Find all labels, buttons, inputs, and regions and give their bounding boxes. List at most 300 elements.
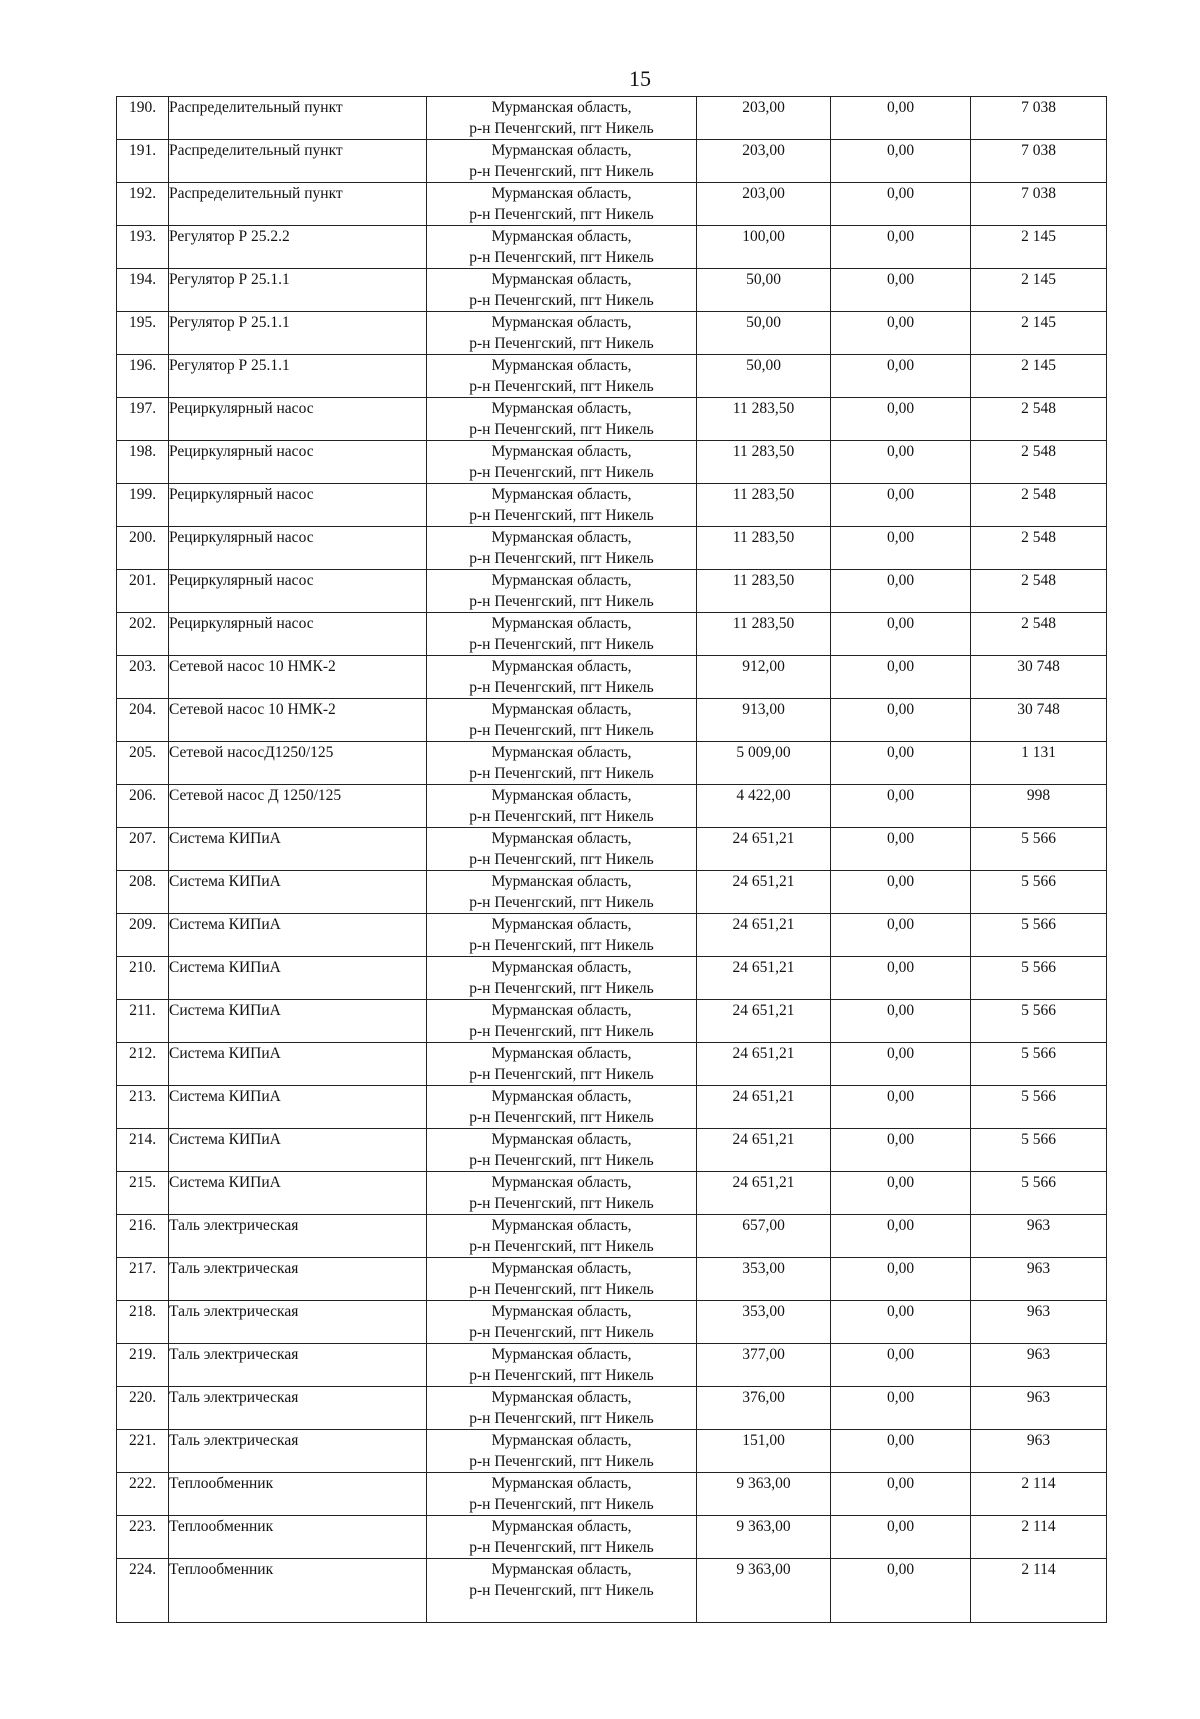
book-value: 24 651,21: [697, 1000, 831, 1043]
residual-value: 0,00: [831, 1387, 971, 1430]
address-locality: р-н Печенгский, пгт Никель: [469, 1066, 654, 1083]
row-number: 200.: [117, 527, 169, 570]
address-locality: р-н Печенгский, пгт Никель: [469, 1238, 654, 1255]
address-region: Мурманская область,: [491, 830, 632, 847]
table-row: [117, 1172, 1107, 1215]
table-row: [117, 97, 1107, 140]
address-locality: р-н Печенгский, пгт Никель: [469, 1195, 654, 1212]
residual-value: 0,00: [831, 527, 971, 570]
table-row: [117, 1559, 1107, 1623]
residual-value: 0,00: [831, 957, 971, 1000]
residual-value: 0,00: [831, 1344, 971, 1387]
row-number: 203.: [117, 656, 169, 699]
residual-value: 0,00: [831, 742, 971, 785]
residual-value: 0,00: [831, 1043, 971, 1086]
value-amount: 2 114: [971, 1516, 1107, 1559]
item-name: Система КИПиА: [169, 1086, 427, 1129]
row-number: 210.: [117, 957, 169, 1000]
row-number: 213.: [117, 1086, 169, 1129]
address-locality: р-н Печенгский, пгт Никель: [469, 507, 654, 524]
address-locality: р-н Печенгский, пгт Никель: [469, 593, 654, 610]
address-locality: р-н Печенгский, пгт Никель: [469, 464, 654, 481]
address-locality: р-н Печенгский, пгт Никель: [469, 1109, 654, 1126]
book-value: 24 651,21: [697, 871, 831, 914]
residual-value: 0,00: [831, 355, 971, 398]
book-value: 913,00: [697, 699, 831, 742]
item-address: [427, 269, 697, 312]
address-region: Мурманская область,: [491, 1045, 632, 1062]
value-amount: 5 566: [971, 1172, 1107, 1215]
address-region: Мурманская область,: [491, 443, 632, 460]
address-region: Мурманская область,: [491, 744, 632, 761]
residual-value: 0,00: [831, 828, 971, 871]
item-name: Система КИПиА: [169, 828, 427, 871]
table-row: [117, 1430, 1107, 1473]
item-name: Система КИПиА: [169, 957, 427, 1000]
residual-value: 0,00: [831, 871, 971, 914]
address-region: Мурманская область,: [491, 1217, 632, 1234]
book-value: 11 283,50: [697, 570, 831, 613]
value-amount: 1 131: [971, 742, 1107, 785]
table-row: [117, 1215, 1107, 1258]
book-value: 50,00: [697, 269, 831, 312]
row-number: 222.: [117, 1473, 169, 1516]
value-amount: 998: [971, 785, 1107, 828]
book-value: 353,00: [697, 1301, 831, 1344]
book-value: 203,00: [697, 183, 831, 226]
item-name: Распределительный пункт: [169, 183, 427, 226]
item-name: Система КИПиА: [169, 1172, 427, 1215]
item-name: Таль электрическая: [169, 1344, 427, 1387]
residual-value: 0,00: [831, 570, 971, 613]
book-value: 376,00: [697, 1387, 831, 1430]
item-address: [427, 1043, 697, 1086]
row-number: 216.: [117, 1215, 169, 1258]
book-value: 11 283,50: [697, 398, 831, 441]
item-address: [427, 226, 697, 269]
address-region: Мурманская область,: [491, 615, 632, 632]
value-amount: 5 566: [971, 914, 1107, 957]
residual-value: 0,00: [831, 656, 971, 699]
address-region: Мурманская область,: [491, 142, 632, 159]
item-name: Рециркулярный насос: [169, 570, 427, 613]
value-amount: 963: [971, 1258, 1107, 1301]
row-number: 195.: [117, 312, 169, 355]
address-locality: р-н Печенгский, пгт Никель: [469, 937, 654, 954]
residual-value: 0,00: [831, 1215, 971, 1258]
item-name: Система КИПиА: [169, 914, 427, 957]
item-name: Таль электрическая: [169, 1215, 427, 1258]
value-amount: 7 038: [971, 140, 1107, 183]
address-region: Мурманская область,: [491, 1518, 632, 1535]
value-amount: 7 038: [971, 183, 1107, 226]
item-name: Регулятор Р 25.1.1: [169, 355, 427, 398]
value-amount: 963: [971, 1344, 1107, 1387]
book-value: 24 651,21: [697, 828, 831, 871]
row-number: 196.: [117, 355, 169, 398]
item-address: [427, 828, 697, 871]
table-row: [117, 226, 1107, 269]
item-address: [427, 570, 697, 613]
item-address: [427, 140, 697, 183]
table-row: [117, 355, 1107, 398]
value-amount: 5 566: [971, 1086, 1107, 1129]
table-row: [117, 527, 1107, 570]
item-address: [427, 97, 697, 140]
row-number: 192.: [117, 183, 169, 226]
address-locality: р-н Печенгский, пгт Никель: [469, 1539, 654, 1556]
address-locality: р-н Печенгский, пгт Никель: [469, 163, 654, 180]
item-name: Регулятор Р 25.1.1: [169, 312, 427, 355]
value-amount: 2 145: [971, 355, 1107, 398]
item-name: Система КИПиА: [169, 1043, 427, 1086]
address-locality: р-н Печенгский, пгт Никель: [469, 378, 654, 395]
book-value: 24 651,21: [697, 957, 831, 1000]
address-region: Мурманская область,: [491, 1174, 632, 1191]
table-row: [117, 269, 1107, 312]
address-region: Мурманская область,: [491, 1260, 632, 1277]
residual-value: 0,00: [831, 226, 971, 269]
item-name: Таль электрическая: [169, 1387, 427, 1430]
address-locality: р-н Печенгский, пгт Никель: [469, 1410, 654, 1427]
address-locality: р-н Печенгский, пгт Никель: [469, 1023, 654, 1040]
item-address: [427, 1344, 697, 1387]
table-row: [117, 1516, 1107, 1559]
item-address: [427, 613, 697, 656]
row-number: 217.: [117, 1258, 169, 1301]
address-region: Мурманская область,: [491, 916, 632, 933]
address-region: Мурманская область,: [491, 228, 632, 245]
value-amount: 7 038: [971, 97, 1107, 140]
table-row: [117, 871, 1107, 914]
address-region: Мурманская область,: [491, 1131, 632, 1148]
row-number: 220.: [117, 1387, 169, 1430]
residual-value: 0,00: [831, 785, 971, 828]
book-value: 203,00: [697, 140, 831, 183]
table-row: [117, 312, 1107, 355]
table-row: [117, 1086, 1107, 1129]
address-region: Мурманская область,: [491, 1561, 632, 1578]
address-locality: р-н Печенгский, пгт Никель: [469, 808, 654, 825]
item-address: [427, 527, 697, 570]
residual-value: 0,00: [831, 1129, 971, 1172]
row-number: 214.: [117, 1129, 169, 1172]
book-value: 9 363,00: [697, 1559, 831, 1623]
row-number: 209.: [117, 914, 169, 957]
address-region: Мурманская область,: [491, 701, 632, 718]
table-row: [117, 1473, 1107, 1516]
address-region: Мурманская область,: [491, 959, 632, 976]
table-row: [117, 1129, 1107, 1172]
table-row: [117, 441, 1107, 484]
value-amount: 5 566: [971, 828, 1107, 871]
book-value: 24 651,21: [697, 1172, 831, 1215]
value-amount: 2 114: [971, 1473, 1107, 1516]
row-number: 194.: [117, 269, 169, 312]
address-region: Мурманская область,: [491, 357, 632, 374]
residual-value: 0,00: [831, 1301, 971, 1344]
table-row: [117, 398, 1107, 441]
item-address: [427, 699, 697, 742]
table-row: [117, 828, 1107, 871]
residual-value: 0,00: [831, 140, 971, 183]
item-name: Регулятор Р 25.2.2: [169, 226, 427, 269]
row-number: 198.: [117, 441, 169, 484]
item-address: [427, 1258, 697, 1301]
value-amount: 963: [971, 1387, 1107, 1430]
address-region: Мурманская область,: [491, 400, 632, 417]
row-number: 215.: [117, 1172, 169, 1215]
book-value: 100,00: [697, 226, 831, 269]
value-amount: 963: [971, 1301, 1107, 1344]
book-value: 5 009,00: [697, 742, 831, 785]
book-value: 9 363,00: [697, 1516, 831, 1559]
table-row: [117, 484, 1107, 527]
book-value: 912,00: [697, 656, 831, 699]
book-value: 50,00: [697, 355, 831, 398]
value-amount: 963: [971, 1430, 1107, 1473]
item-address: [427, 312, 697, 355]
address-locality: р-н Печенгский, пгт Никель: [469, 1367, 654, 1384]
item-name: Система КИПиА: [169, 871, 427, 914]
address-region: Мурманская область,: [491, 314, 632, 331]
value-amount: 2 548: [971, 484, 1107, 527]
item-name: Рециркулярный насос: [169, 398, 427, 441]
row-number: 191.: [117, 140, 169, 183]
address-locality: р-н Печенгский, пгт Никель: [469, 1324, 654, 1341]
address-locality: р-н Печенгский, пгт Никель: [469, 679, 654, 696]
residual-value: 0,00: [831, 484, 971, 527]
address-region: Мурманская область,: [491, 529, 632, 546]
item-name: Распределительный пункт: [169, 97, 427, 140]
item-name: Система КИПиА: [169, 1000, 427, 1043]
book-value: 11 283,50: [697, 484, 831, 527]
item-address: [427, 1301, 697, 1344]
value-amount: 5 566: [971, 1129, 1107, 1172]
address-region: Мурманская область,: [491, 658, 632, 675]
table-row: [117, 1387, 1107, 1430]
residual-value: 0,00: [831, 699, 971, 742]
row-number: 193.: [117, 226, 169, 269]
address-locality: р-н Печенгский, пгт Никель: [469, 980, 654, 997]
table-row: [117, 785, 1107, 828]
row-number: 205.: [117, 742, 169, 785]
table-row: [117, 613, 1107, 656]
row-number: 201.: [117, 570, 169, 613]
residual-value: 0,00: [831, 1473, 971, 1516]
table-row: [117, 1301, 1107, 1344]
residual-value: 0,00: [831, 441, 971, 484]
item-address: [427, 1473, 697, 1516]
address-locality: р-н Печенгский, пгт Никель: [469, 636, 654, 653]
residual-value: 0,00: [831, 97, 971, 140]
value-amount: 2 548: [971, 398, 1107, 441]
table-row: [117, 656, 1107, 699]
address-region: Мурманская область,: [491, 271, 632, 288]
address-region: Мурманская область,: [491, 185, 632, 202]
value-amount: 30 748: [971, 699, 1107, 742]
row-number: 219.: [117, 1344, 169, 1387]
address-locality: р-н Печенгский, пгт Никель: [469, 1582, 654, 1599]
value-amount: 5 566: [971, 871, 1107, 914]
item-address: [427, 1387, 697, 1430]
address-region: Мурманская область,: [491, 1432, 632, 1449]
residual-value: 0,00: [831, 1559, 971, 1623]
address-locality: р-н Печенгский, пгт Никель: [469, 1453, 654, 1470]
item-address: [427, 441, 697, 484]
value-amount: 2 145: [971, 269, 1107, 312]
address-locality: р-н Печенгский, пгт Никель: [469, 120, 654, 137]
table-row: [117, 699, 1107, 742]
address-region: Мурманская область,: [491, 1346, 632, 1363]
value-amount: 5 566: [971, 1000, 1107, 1043]
row-number: 218.: [117, 1301, 169, 1344]
address-locality: р-н Печенгский, пгт Никель: [469, 851, 654, 868]
row-number: 190.: [117, 97, 169, 140]
table-row: [117, 570, 1107, 613]
item-name: Теплообменник: [169, 1516, 427, 1559]
item-name: Распределительный пункт: [169, 140, 427, 183]
value-amount: 2 548: [971, 441, 1107, 484]
item-address: [427, 871, 697, 914]
address-locality: р-н Печенгский, пгт Никель: [469, 421, 654, 438]
row-number: 204.: [117, 699, 169, 742]
residual-value: 0,00: [831, 1172, 971, 1215]
row-number: 211.: [117, 1000, 169, 1043]
item-address: [427, 957, 697, 1000]
value-amount: 2 548: [971, 527, 1107, 570]
item-address: [427, 1215, 697, 1258]
item-name: Таль электрическая: [169, 1301, 427, 1344]
item-name: Сетевой насосД1250/125: [169, 742, 427, 785]
value-amount: 2 548: [971, 570, 1107, 613]
value-amount: 5 566: [971, 957, 1107, 1000]
residual-value: 0,00: [831, 914, 971, 957]
item-name: Регулятор Р 25.1.1: [169, 269, 427, 312]
residual-value: 0,00: [831, 1258, 971, 1301]
table-row: [117, 1258, 1107, 1301]
item-address: [427, 1129, 697, 1172]
item-address: [427, 785, 697, 828]
item-name: Рециркулярный насос: [169, 613, 427, 656]
row-number: 223.: [117, 1516, 169, 1559]
value-amount: 30 748: [971, 656, 1107, 699]
book-value: 50,00: [697, 312, 831, 355]
item-name: Сетевой насос Д 1250/125: [169, 785, 427, 828]
book-value: 24 651,21: [697, 1086, 831, 1129]
row-number: 221.: [117, 1430, 169, 1473]
book-value: 11 283,50: [697, 441, 831, 484]
address-region: Мурманская область,: [491, 1002, 632, 1019]
row-number: 197.: [117, 398, 169, 441]
inventory-rows: [117, 97, 1107, 1623]
residual-value: 0,00: [831, 398, 971, 441]
value-amount: 2 548: [971, 613, 1107, 656]
address-region: Мурманская область,: [491, 873, 632, 890]
book-value: 11 283,50: [697, 527, 831, 570]
address-region: Мурманская область,: [491, 787, 632, 804]
address-locality: р-н Печенгский, пгт Никель: [469, 550, 654, 567]
book-value: 353,00: [697, 1258, 831, 1301]
address-region: Мурманская область,: [491, 1088, 632, 1105]
address-locality: р-н Печенгский, пгт Никель: [469, 722, 654, 739]
table-row: [117, 914, 1107, 957]
address-region: Мурманская область,: [491, 572, 632, 589]
address-region: Мурманская область,: [491, 1475, 632, 1492]
item-address: [427, 355, 697, 398]
book-value: 9 363,00: [697, 1473, 831, 1516]
value-amount: 2 114: [971, 1559, 1107, 1623]
address-region: Мурманская область,: [491, 99, 632, 116]
table-row: [117, 1043, 1107, 1086]
row-number: 208.: [117, 871, 169, 914]
item-name: Рециркулярный насос: [169, 484, 427, 527]
address-region: Мурманская область,: [491, 486, 632, 503]
table-row: [117, 140, 1107, 183]
item-address: [427, 1516, 697, 1559]
item-address: [427, 398, 697, 441]
table-row: [117, 1000, 1107, 1043]
residual-value: 0,00: [831, 269, 971, 312]
item-name: Сетевой насос 10 НМК-2: [169, 699, 427, 742]
row-number: 212.: [117, 1043, 169, 1086]
table-row: [117, 957, 1107, 1000]
address-region: Мурманская область,: [491, 1389, 632, 1406]
address-region: Мурманская область,: [491, 1303, 632, 1320]
value-amount: 5 566: [971, 1043, 1107, 1086]
residual-value: 0,00: [831, 1086, 971, 1129]
page-number: 15: [629, 66, 651, 91]
residual-value: 0,00: [831, 1516, 971, 1559]
item-address: [427, 914, 697, 957]
address-locality: р-н Печенгский, пгт Никель: [469, 1152, 654, 1169]
item-address: [427, 656, 697, 699]
book-value: 657,00: [697, 1215, 831, 1258]
book-value: 4 422,00: [697, 785, 831, 828]
address-locality: р-н Печенгский, пгт Никель: [469, 249, 654, 266]
address-locality: р-н Печенгский, пгт Никель: [469, 335, 654, 352]
book-value: 11 283,50: [697, 613, 831, 656]
address-locality: р-н Печенгский, пгт Никель: [469, 1281, 654, 1298]
row-number: 206.: [117, 785, 169, 828]
book-value: 24 651,21: [697, 1043, 831, 1086]
row-number: 224.: [117, 1559, 169, 1623]
address-locality: р-н Печенгский, пгт Никель: [469, 292, 654, 309]
row-number: 207.: [117, 828, 169, 871]
value-amount: 2 145: [971, 226, 1107, 269]
item-address: [427, 1086, 697, 1129]
address-locality: р-н Печенгский, пгт Никель: [469, 894, 654, 911]
item-name: Сетевой насос 10 НМК-2: [169, 656, 427, 699]
value-amount: 2 145: [971, 312, 1107, 355]
address-locality: р-н Печенгский, пгт Никель: [469, 1496, 654, 1513]
table-row: [117, 1344, 1107, 1387]
residual-value: 0,00: [831, 1000, 971, 1043]
book-value: 151,00: [697, 1430, 831, 1473]
item-name: Теплообменник: [169, 1473, 427, 1516]
table-row: [117, 742, 1107, 785]
item-address: [427, 742, 697, 785]
residual-value: 0,00: [831, 183, 971, 226]
address-locality: р-н Печенгский, пгт Никель: [469, 765, 654, 782]
row-number: 199.: [117, 484, 169, 527]
address-locality: р-н Печенгский, пгт Никель: [469, 206, 654, 223]
book-value: 24 651,21: [697, 914, 831, 957]
row-number: 202.: [117, 613, 169, 656]
item-name: Таль электрическая: [169, 1258, 427, 1301]
book-value: 203,00: [697, 97, 831, 140]
item-name: Рециркулярный насос: [169, 527, 427, 570]
